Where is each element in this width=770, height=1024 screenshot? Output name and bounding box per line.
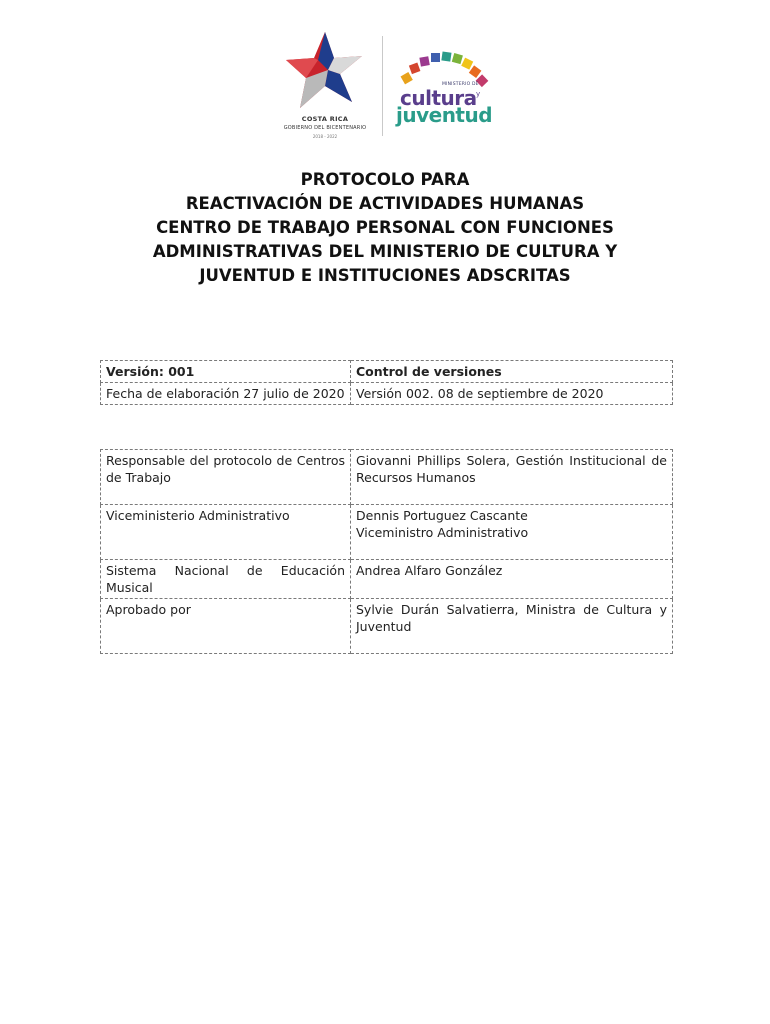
role-cell: Sistema Nacional de Educación Musical (101, 560, 351, 599)
title-line: REACTIVACIÓN DE ACTIVIDADES HUMANAS (185, 194, 585, 213)
person-cell: Giovanni Phillips Solera, Gestión Institucional de Recursos Humanos (351, 450, 673, 505)
role-cell: Responsable del protocolo de Centros de Trabajo (101, 450, 351, 505)
control-versions-label: Control de versiones (351, 361, 673, 383)
table-row (101, 361, 673, 383)
ministerio-word-juventud: juventud (396, 103, 493, 127)
table-row (101, 383, 673, 405)
role-cell: Viceministerio Administrativo (101, 505, 351, 560)
title-line: CENTRO DE TRABAJO PERSONAL CON FUNCIONES (156, 218, 614, 237)
title-line: JUVENTUD E INSTITUCIONES ADSCRITAS (199, 266, 571, 285)
version-label: Versión: 001 (101, 361, 351, 383)
person-cell (351, 505, 673, 560)
ministerio-logo (392, 48, 502, 128)
role-cell: Aprobado por (101, 599, 351, 654)
document-title (60, 168, 710, 288)
government-label: GOBIERNO DEL BICENTENARIO (283, 125, 367, 131)
header-logos (270, 28, 510, 146)
costa-rica-label: COSTA RICA (301, 115, 349, 123)
logo-divider (382, 36, 383, 136)
costa-rica-logo (270, 28, 380, 146)
table-row (101, 560, 673, 599)
responsibility-table (100, 449, 673, 654)
version-entry: Versión 002. 08 de septiembre de 2020 (351, 383, 673, 405)
costa-rica-star-icon (282, 30, 368, 114)
ministerio-prefix: MINISTERIO DE (442, 82, 479, 87)
version-table (100, 360, 673, 405)
ministerio-word-cultura: cultura (400, 86, 477, 110)
person-cell: Sylvie Durán Salvatierra, Ministra de Cultura y Juventud (351, 599, 673, 654)
table-row (101, 599, 673, 654)
ministerio-connector: y (476, 90, 481, 98)
table-row (101, 450, 673, 505)
title-line: ADMINISTRATIVAS DEL MINISTERIO DE CULTURA Y (152, 242, 618, 261)
person-title: Viceministro Administrativo (356, 525, 529, 540)
person-name: Dennis Portuguez Cascante (356, 508, 528, 523)
title-line: PROTOCOLO PARA (300, 170, 470, 189)
table-row (101, 505, 673, 560)
government-years: 2018 - 2022 (312, 134, 338, 139)
fecha-elaboracion: Fecha de elaboración 27 julio de 2020 (101, 383, 351, 405)
person-cell: Andrea Alfaro González (351, 560, 673, 599)
